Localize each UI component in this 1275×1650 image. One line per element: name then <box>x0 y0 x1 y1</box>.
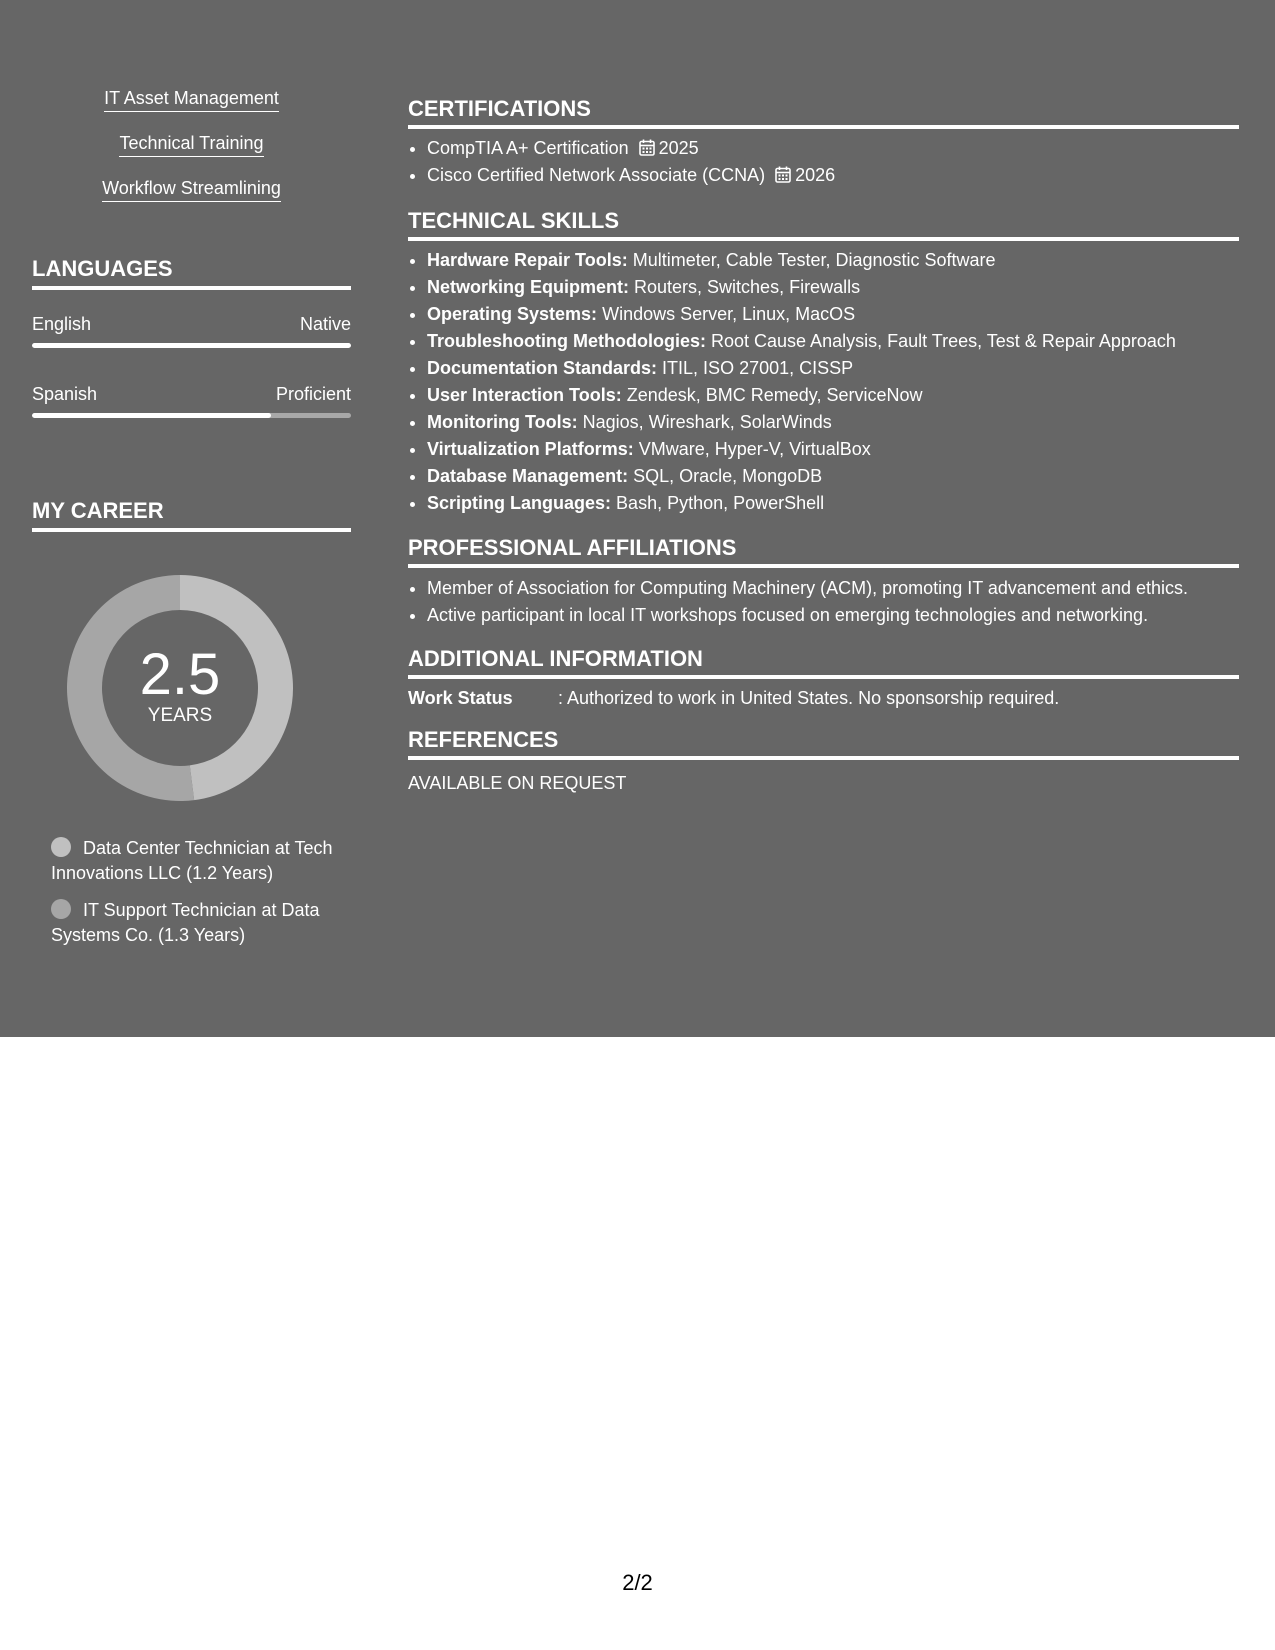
skill-value: Root Cause Analysis, Fault Trees, Test & Repair Approach <box>711 331 1176 351</box>
skill-item <box>427 382 1258 409</box>
language-level: Native <box>299 314 351 334</box>
skill-item <box>427 301 1258 328</box>
technical-skills-list <box>408 247 1258 517</box>
career-legend-dot <box>51 837 71 857</box>
calendar-icon <box>775 166 791 183</box>
skill-tag-label: Technical Training <box>119 133 263 157</box>
skill-label: Scripting Languages: <box>427 493 612 513</box>
languages-heading: LANGUAGES <box>32 256 351 290</box>
skill-value: ITIL, ISO 27001, CISSP <box>662 358 854 378</box>
skill-item <box>427 247 1258 274</box>
page-number: 2/2 <box>622 1570 653 1595</box>
skill-tag <box>32 178 351 202</box>
certification-year: 2025 <box>658 138 699 158</box>
career-total-unit: YEARS <box>147 705 213 726</box>
certifications-list <box>408 135 1258 189</box>
additional-info-heading: ADDITIONAL INFORMATION <box>408 646 1239 679</box>
language-progress-fill <box>32 343 351 348</box>
certification-name: CompTIA A+ Certification <box>427 138 629 158</box>
skill-tag-label: Workflow Streamlining <box>102 178 281 202</box>
affiliation-item: • Member of Association for Computing Machinery (ACM), promoting IT advancement and ethics. <box>427 575 1258 602</box>
certifications-heading: CERTIFICATIONS <box>408 96 1239 129</box>
language-level: Proficient <box>275 384 351 404</box>
references-text: AVAILABLE ON REQUEST <box>408 773 627 793</box>
career-legend-dot <box>51 899 71 919</box>
skill-value: VMware, Hyper-V, VirtualBox <box>638 439 871 459</box>
skill-value: Windows Server, Linux, MacOS <box>602 304 856 324</box>
skill-item <box>427 274 1258 301</box>
skill-label: Troubleshooting Methodologies: <box>427 331 706 351</box>
career-donut-chart <box>67 575 293 801</box>
skill-label: Hardware Repair Tools: <box>427 250 628 270</box>
work-status-label: Work Status <box>408 688 513 708</box>
skill-value: SQL, Oracle, MongoDB <box>633 466 823 486</box>
skill-item <box>427 463 1258 490</box>
certification-item <box>427 135 1258 162</box>
affiliations-list <box>408 575 1258 629</box>
skill-label: Operating Systems: <box>427 304 598 324</box>
skill-label: Virtualization Platforms: <box>427 439 634 459</box>
certification-item <box>427 162 1258 189</box>
skill-label: User Interaction Tools: <box>427 385 622 405</box>
career-donut-center <box>67 575 293 801</box>
skill-value: Zendesk, BMC Remedy, ServiceNow <box>626 385 923 405</box>
career-legend-text: IT Support Technician at Data Systems Co. (1.3 Years) <box>51 900 320 945</box>
skill-value: Multimeter, Cable Tester, Diagnostic Software <box>632 250 996 270</box>
affiliations-heading: PROFESSIONAL AFFILIATIONS <box>408 535 1239 568</box>
career-legend-text: Data Center Technician at Tech Innovations LLC (1.2 Years) <box>51 838 333 883</box>
skill-item <box>427 355 1258 382</box>
language-name: English <box>32 314 92 334</box>
skill-tag <box>32 88 351 112</box>
skill-item <box>427 328 1258 355</box>
skill-label: Networking Equipment: <box>427 277 629 297</box>
career-legend-item <box>51 898 341 948</box>
language-progress-bar <box>32 343 351 348</box>
skill-label: Documentation Standards: <box>427 358 658 378</box>
language-progress-fill <box>32 413 271 418</box>
skill-label: Monitoring Tools: <box>427 412 578 432</box>
language-name: Spanish <box>32 384 98 404</box>
career-heading: MY CAREER <box>32 498 351 532</box>
affiliation-item: • Active participant in local IT workshops focused on emerging technologies and networking. <box>427 602 1258 629</box>
skill-item <box>427 409 1258 436</box>
career-legend-item <box>51 836 341 886</box>
skill-item <box>427 436 1258 463</box>
references-heading: REFERENCES <box>408 727 1239 760</box>
career-total-value: 2.5 <box>139 642 221 707</box>
certification-name: Cisco Certified Network Associate (CCNA) <box>427 165 766 185</box>
skill-label: Database Management: <box>427 466 629 486</box>
skill-value: Nagios, Wireshark, SolarWinds <box>582 412 832 432</box>
skill-tag <box>32 133 351 157</box>
skill-value: Routers, Switches, Firewalls <box>634 277 861 297</box>
skill-item <box>427 490 1258 517</box>
work-status-row <box>408 688 1239 709</box>
skill-tag-label: IT Asset Management <box>104 88 279 112</box>
skill-value: Bash, Python, PowerShell <box>616 493 825 513</box>
calendar-icon <box>639 139 655 156</box>
language-row <box>32 314 351 335</box>
certification-year: 2026 <box>795 165 836 185</box>
language-row <box>32 384 351 405</box>
work-status-value: : Authorized to work in United States. No sponsorship required. <box>558 688 1060 708</box>
technical-skills-heading: TECHNICAL SKILLS <box>408 208 1239 241</box>
language-progress-bar <box>32 413 351 418</box>
